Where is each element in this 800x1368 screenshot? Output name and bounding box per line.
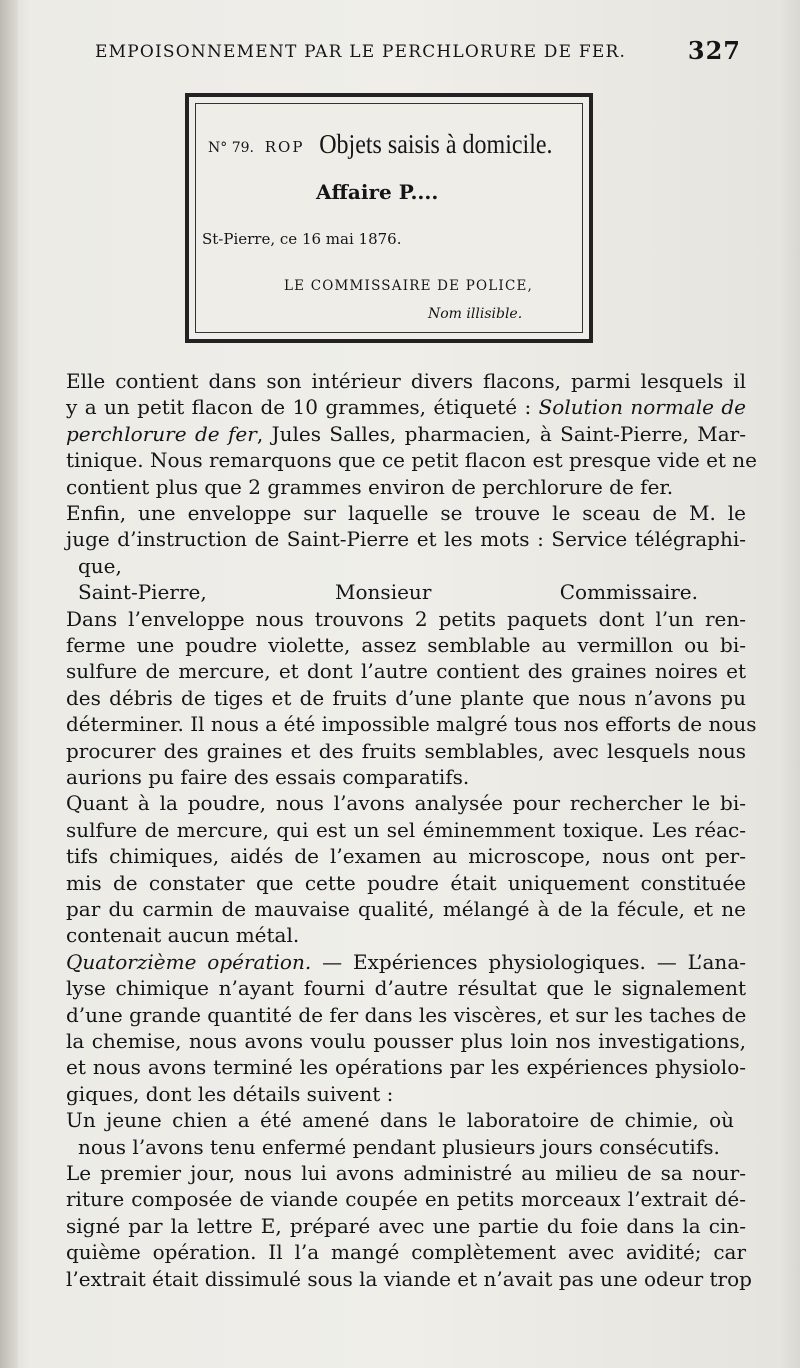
text-line: sulfure de mercure, qui est un sel éminemment toxique. Les réac-: [66, 817, 746, 842]
text-line: d’une grande quantité de fer dans les viscères, et sur les taches de: [66, 1002, 747, 1027]
text-line: par du carmin de mauvaise qualité, mélangé à de la fécule, et ne: [66, 897, 746, 921]
label-heading-line: [208, 129, 553, 160]
text-line: Dans l’enveloppe nous trouvons 2 petits paquets dont l’un ren-: [66, 606, 746, 631]
text-line: quième opération. Il l’a mangé complètement avec avidité; car: [66, 1240, 746, 1265]
label-code: ROP: [264, 138, 305, 156]
text-line: signé par la lettre E, préparé avec une partie du foie dans la cin-: [66, 1213, 746, 1238]
text-line: contenait aucun métal.: [66, 923, 300, 948]
label-affaire: Affaire P....: [316, 180, 439, 204]
label-official: LE COMMISSAIRE DE POLICE,: [284, 278, 534, 294]
label-signature: Nom illisible.: [428, 306, 523, 322]
evidence-label-inner-border: [195, 103, 583, 333]
text-line: tinique. Nous remarquons que ce petit flacon est presque vide et ne: [66, 448, 758, 473]
text-line: riture composée de viande coupée en petits morceaux l’extrait dé-: [66, 1187, 746, 1212]
text-line: mis de constater que cette poudre était uniquement constituée: [66, 870, 746, 895]
evidence-label: [185, 93, 593, 343]
page-header: [95, 36, 745, 66]
text-line: déterminer. Il nous a été impossible malgré tous nos efforts de nous: [66, 712, 757, 737]
text-line: Saint-Pierre, Monsieur Commissaire.: [78, 580, 698, 605]
label-number: N° 79.: [208, 140, 254, 156]
text-line: Le premier jour, nous lui avons administré au milieu de sa nour-: [66, 1161, 746, 1185]
text-line: Un jeune chien a été amené dans le laboratoire de chimie, où: [66, 1108, 734, 1133]
text-line: Quant à la poudre, nous l’avons analysée pour rechercher le bi-: [66, 791, 746, 816]
text-line: Elle contient dans son intérieur divers flacons, parmi lesquels il: [66, 369, 746, 393]
text-line: lyse chimique n’ayant fourni d’autre résultat que le signalement: [66, 976, 746, 1001]
text-line: des débris de tiges et de fruits d’une plante que nous n’avons pu: [66, 685, 746, 710]
text-line: nous l’avons tenu enfermé pendant plusieurs jours consécutifs.: [78, 1134, 720, 1159]
text-line: giques, dont les détails suivent :: [66, 1081, 394, 1106]
label-title: Objets saisis à domicile.: [319, 129, 553, 160]
text-line: ferme une poudre violette, assez semblable au vermillon ou bi-: [66, 633, 746, 657]
text-line: sulfure de mercure, et dont l’autre contient des graines noires et: [66, 659, 746, 684]
text-line: Quatorzième opération. — Expériences physiologiques. — L’ana-: [66, 949, 746, 974]
text-line: contient plus que 2 grammes environ de perchlorure de fer.: [66, 474, 674, 499]
text-line: la chemise, nous avons voulu pousser plus loin nos investigations,: [66, 1029, 746, 1053]
text-line: tifs chimiques, aidés de l’examen au microscope, nous ont per-: [66, 844, 746, 869]
text-line: perchlorure de fer, Jules Salles, pharmacien, à Saint-Pierre, Mar-: [66, 421, 746, 446]
text-line: l’extrait était dissimulé sous la viande et n’avait pas une odeur trop: [66, 1266, 752, 1291]
text-line: juge d’instruction de Saint-Pierre et les mots : Service télégraphi-: [66, 527, 746, 552]
page-number: 327: [687, 36, 741, 65]
text-line: et nous avons terminé les opérations par les expériences physiolo-: [66, 1055, 746, 1080]
text-line: Enfin, une enveloppe sur laquelle se trouve le sceau de M. le: [66, 501, 746, 525]
label-place-date: St-Pierre, ce 16 mai 1876.: [202, 230, 402, 248]
text-line: aurions pu faire des essais comparatifs.: [66, 765, 470, 789]
running-title: EMPOISONNEMENT PAR LE PERCHLORURE DE FER.: [95, 42, 627, 62]
text-line: y a un petit flacon de 10 grammes, étiqueté : Solution normale de: [66, 395, 746, 420]
text-line: que,: [78, 553, 122, 578]
page-binding-edge: [0, 0, 18, 1368]
text-line: procurer des graines et des fruits semblables, avec lesquels nous: [66, 738, 746, 763]
